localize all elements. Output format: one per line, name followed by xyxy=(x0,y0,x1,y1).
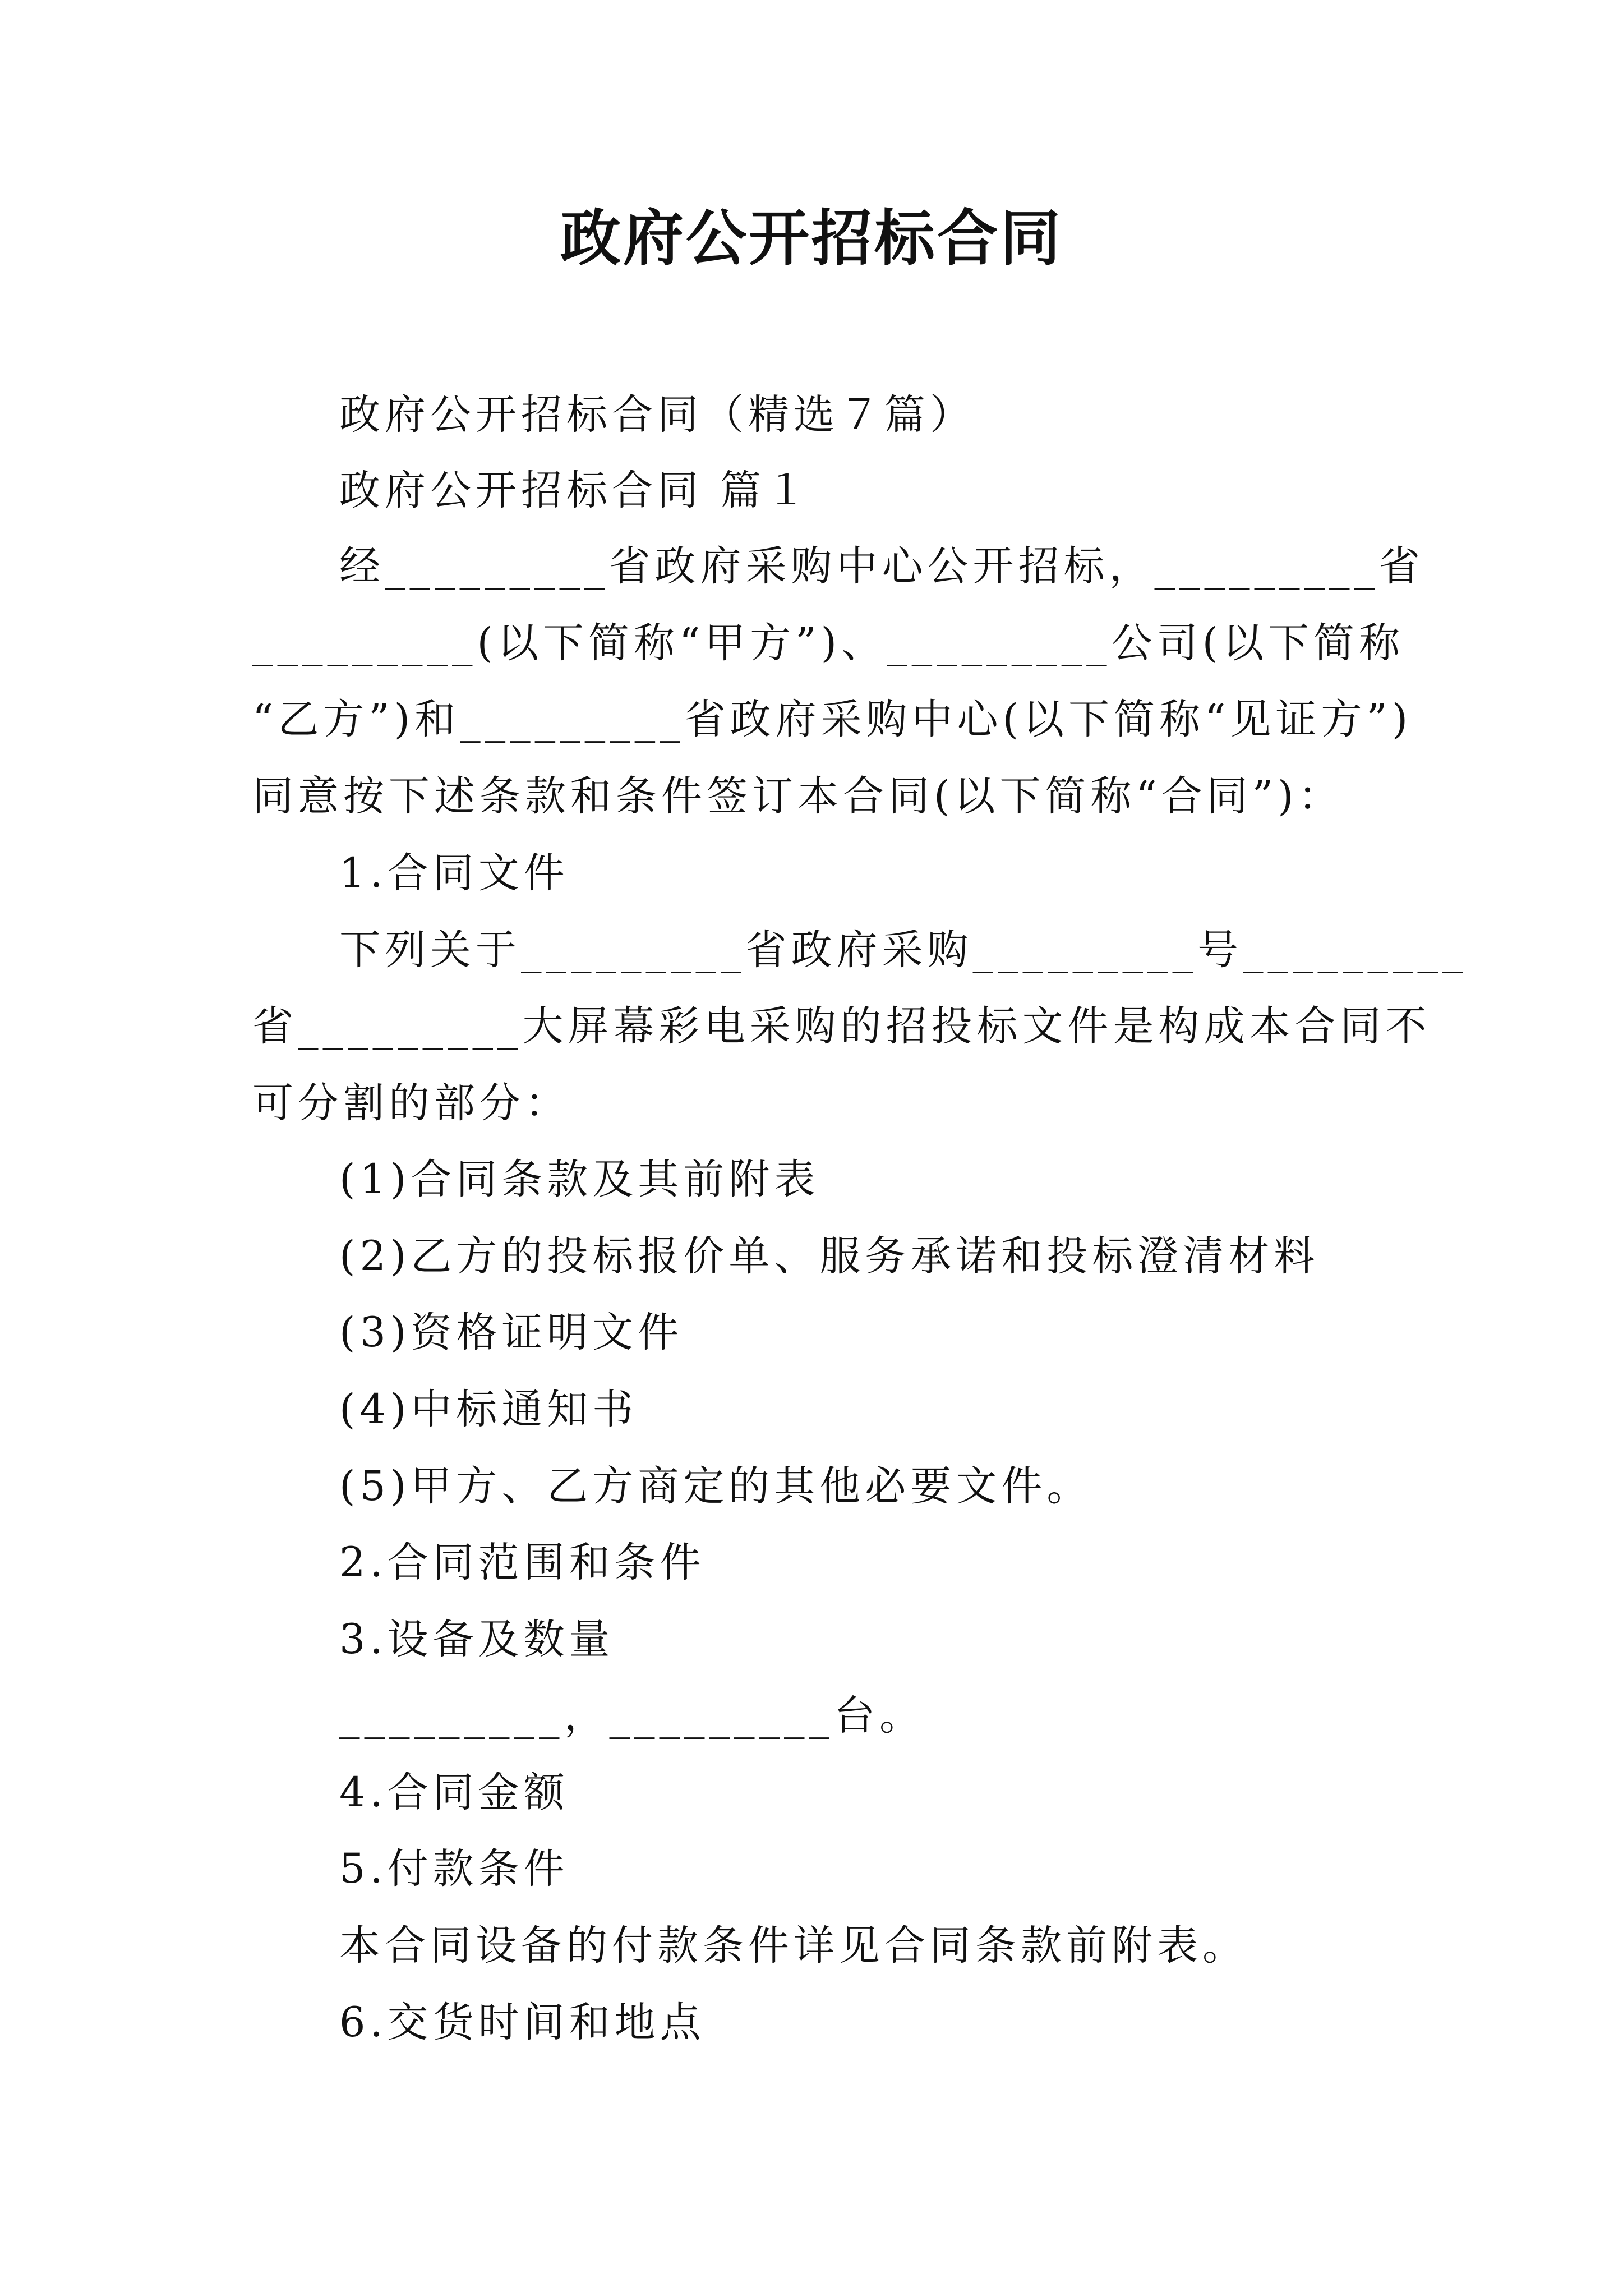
paragraph-line: _________，_________台。 xyxy=(339,1692,925,1740)
paragraph-line: 下列关于_________省政府采购_________号_________ xyxy=(339,926,1468,974)
document-title: 政府公开招标合同 xyxy=(560,203,1063,274)
list-item: (3)资格证明文件 xyxy=(339,1309,684,1356)
clause-heading: 2.合同范围和条件 xyxy=(339,1539,706,1586)
list-item: (1)合同条款及其前附表 xyxy=(339,1156,820,1203)
list-item: (2)乙方的投标报价单、服务承诺和投标澄清材料 xyxy=(339,1232,1320,1280)
paragraph-line: 同意按下述条款和条件签订本合同(以下简称“合同”)： xyxy=(252,772,1344,820)
paragraph-line: 省_________大屏幕彩电采购的招投标文件是构成本合同不 xyxy=(252,1002,1431,1050)
paragraph-line: _________(以下简称“甲方”)、_________公司(以下简称 xyxy=(252,619,1405,667)
clause-heading: 3.设备及数量 xyxy=(339,1616,615,1663)
subtitle-line: 政府公开招标合同（精选７篇） xyxy=(339,391,975,439)
list-item: (5)甲方、乙方商定的其他必要文件。 xyxy=(339,1462,1092,1510)
clause-heading: 1.合同文件 xyxy=(339,849,569,897)
paragraph-line: “乙方”)和_________省政府采购中心(以下简称“见证方”) xyxy=(252,696,1413,743)
paragraph-line: 可分割的部分： xyxy=(252,1079,570,1127)
clause-heading: 5.付款条件 xyxy=(339,1845,569,1893)
list-item: (4)中标通知书 xyxy=(339,1386,638,1433)
section-heading: 政府公开招标合同 篇１ xyxy=(339,467,811,514)
paragraph-line: 经_________省政府采购中心公开招标，_________省 xyxy=(339,542,1424,590)
paragraph-line: 本合同设备的付款条件详见合同条款前附表。 xyxy=(339,1922,1248,1970)
clause-heading: 6.交货时间和地点 xyxy=(339,1999,706,2046)
clause-heading: 4.合同金额 xyxy=(339,1769,569,1816)
